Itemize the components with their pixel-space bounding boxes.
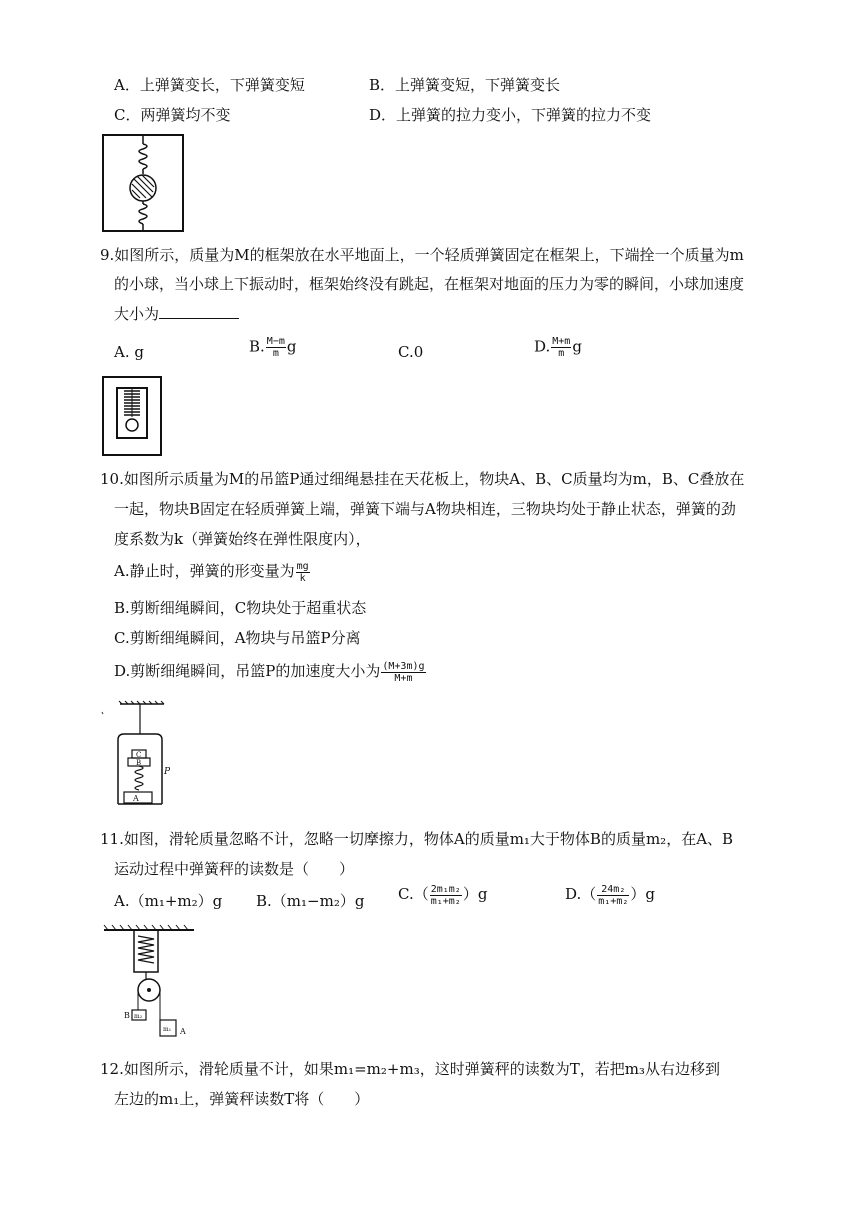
q11-option-a: A.（m₁+m₂）g	[114, 892, 223, 910]
q11-line-1: 11.如图，滑轮质量忽略不计，忽略一切摩擦力，物体A的质量m₁大于物体B的质量m₂，在A、B	[100, 830, 734, 848]
q10-line-2: 一起，物块B固定在轻质弹簧上端，弹簧下端与A物块相连，三物块均处于静止状态，弹簧的劲	[114, 500, 736, 518]
label-a: A	[180, 1027, 186, 1036]
q11-option-c: C.（ $\frac{\text{2m₁m₂}}{\text{m₁+m₂}}$ ）g	[398, 883, 488, 907]
q9-option-a: A. g	[114, 343, 144, 361]
q12-line-1: 12.如图所示，滑轮质量不计，如果m₁=m₂+m₃，这时弹簧秤的读数为T，若把m₃从右边移到	[100, 1060, 720, 1078]
q11-option-b: B.（m₁−m₂）g	[256, 892, 365, 910]
q11-line-2: 运动过程中弹簧秤的读数是（ ）	[114, 860, 355, 878]
q9-option-b: B. $\frac{M-m}{m}$ g	[249, 336, 297, 359]
q9-line-3: 大小为	[114, 303, 239, 324]
q10-line-3: 度系数为k（弹簧始终在弹性限度内），	[114, 530, 371, 548]
q11-figure	[102, 924, 202, 1044]
q8-option-c: C．两弹簧均不变	[114, 106, 231, 124]
q10-figure	[100, 700, 180, 808]
q9-line-1: 9.如图所示，质量为M的框架放在水平地面上，一个轻质弹簧固定在框架上，下端拴一个质量为m	[100, 246, 744, 264]
q10-line-1: 10.如图所示质量为M的吊篮P通过细绳悬挂在天花板上，物块A、B、C质量均为m，B、C叠放在	[100, 470, 745, 488]
q9-option-d: D. $\frac{M+m}{m}$ g	[534, 336, 582, 359]
q10-option-a: A.静止时，弹簧的形变量为 $\frac{mg}{k}$	[114, 560, 309, 584]
label-c: C	[136, 751, 142, 759]
q8-option-a: A．上弹簧变长，下弹簧变短	[114, 76, 305, 94]
label-a: A	[133, 794, 139, 803]
q8-option-d: D．上弹簧的拉力变小，下弹簧的拉力不变	[369, 106, 652, 124]
q8-option-b: B．上弹簧变短，下弹簧变长	[369, 76, 561, 94]
q10-option-d: D.剪断细绳瞬间，吊篮P的加速度大小为 $\frac{(M+3m)g}{M+m}$	[114, 660, 425, 684]
q9-line-2: 的小球，当小球上下振动时，框架始终没有跳起，在框架对地面的压力为零的瞬间，小球加速度	[114, 275, 745, 293]
label-m1: m₁	[163, 1026, 172, 1033]
q12-line-2: 左边的m₁上，弹簧秤读数T将（ ）	[114, 1090, 370, 1108]
q10-option-c: C.剪断细绳瞬间，A物块与吊篮P分离	[114, 629, 361, 647]
q10-option-b: B.剪断细绳瞬间，C物块处于超重状态	[114, 599, 367, 617]
label-p: P	[164, 767, 171, 777]
q8-figure	[102, 134, 184, 232]
q11-option-d: D.（ $\frac{\text{24m₂}}{\text{m₁+m₂}}$ ）g	[565, 883, 655, 907]
label-b: B	[124, 1011, 130, 1020]
q9-option-c: C.0	[398, 343, 424, 361]
answer-blank	[159, 304, 239, 319]
label-b: B	[136, 759, 142, 767]
label-m2: m₂	[134, 1013, 143, 1020]
q9-figure	[102, 376, 162, 456]
